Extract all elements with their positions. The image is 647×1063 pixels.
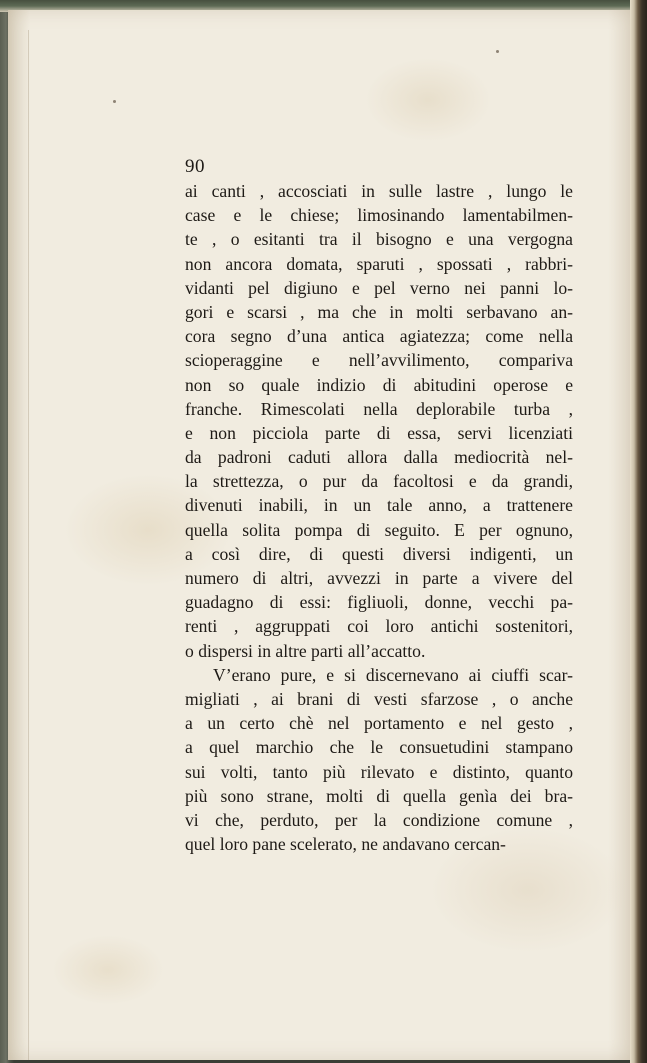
text-line: non so quale indizio di abitudini operose e (185, 374, 573, 395)
text-line: numero di altri, avvezzi in parte a vivere del (185, 568, 573, 588)
ink-speck (496, 50, 499, 53)
paragraph (185, 663, 573, 857)
page-number: 90 (185, 156, 205, 177)
page-text-block (185, 155, 573, 856)
text-line: ai canti , accosciati in sulle lastre , lungo le (185, 181, 573, 201)
text-line: sui volti, tanto più rilevato e distinto, quanto (185, 761, 573, 782)
page-gutter-shadow (28, 30, 29, 1060)
text-line: franche. Rimescolati nella deplorabile turba , (185, 398, 573, 419)
text-line: gori e scarsi , ma che in molti serbavano an- (185, 301, 573, 322)
text-line: a un certo chè nel portamento e nel gesto , (185, 713, 573, 734)
text-line: guadagno di essi: figliuoli, donne, vecchi pa- (185, 592, 573, 613)
text-line: la strettezza, o pur da facoltosi e da grandi, (185, 471, 573, 492)
text-line: vi che, perduto, per la condizione comune , (185, 809, 573, 830)
text-line: migliati , ai brani di vesti sfarzose , o anche (185, 688, 573, 709)
text-line: a quel marchio che le consuetudini stampano (185, 737, 573, 758)
text-line: non ancora domata, sparuti , spossati , rabbri- (185, 253, 573, 274)
paragraph (185, 179, 573, 663)
text-line: vidanti pel digiuno e pel verno nei panni lo- (185, 277, 573, 298)
text-line: da padroni caduti allora dalla mediocrità nel- (185, 447, 573, 468)
text-line: quella solita pompa di seguito. E per ognuno, (185, 519, 573, 540)
text-line: renti , aggruppati coi loro antichi sostenitori, (185, 616, 573, 637)
ink-speck (113, 100, 116, 103)
text-line: più sono strane, molti di quella genìa dei bra- (185, 785, 573, 806)
paragraphs-container (185, 179, 573, 856)
text-line: cora segno d’una antica agiatezza; come nella (185, 326, 573, 347)
text-line: o dispersi in altre parti all’accatto. (185, 640, 426, 661)
book-right-edge (630, 0, 647, 1063)
text-line: e non picciola parte di essa, servi licenziati (185, 422, 573, 443)
text-line: case e le chiese; limosinando lamentabilmen- (185, 205, 573, 226)
text-line: quel loro pane scelerato, ne andavano cercan- (185, 834, 506, 855)
text-line: divenuti inabili, in un tale anno, a trattenere (185, 495, 573, 516)
text-line: V’erano pure, e si discernevano ai ciuffi scar- (213, 664, 573, 685)
text-line: te , o esitanti tra il bisogno e una vergogna (185, 229, 573, 250)
text-line: a così dire, di questi diversi indigenti, un (185, 543, 573, 564)
text-line: scioperaggine e nell’avvilimento, compariva (185, 350, 573, 371)
